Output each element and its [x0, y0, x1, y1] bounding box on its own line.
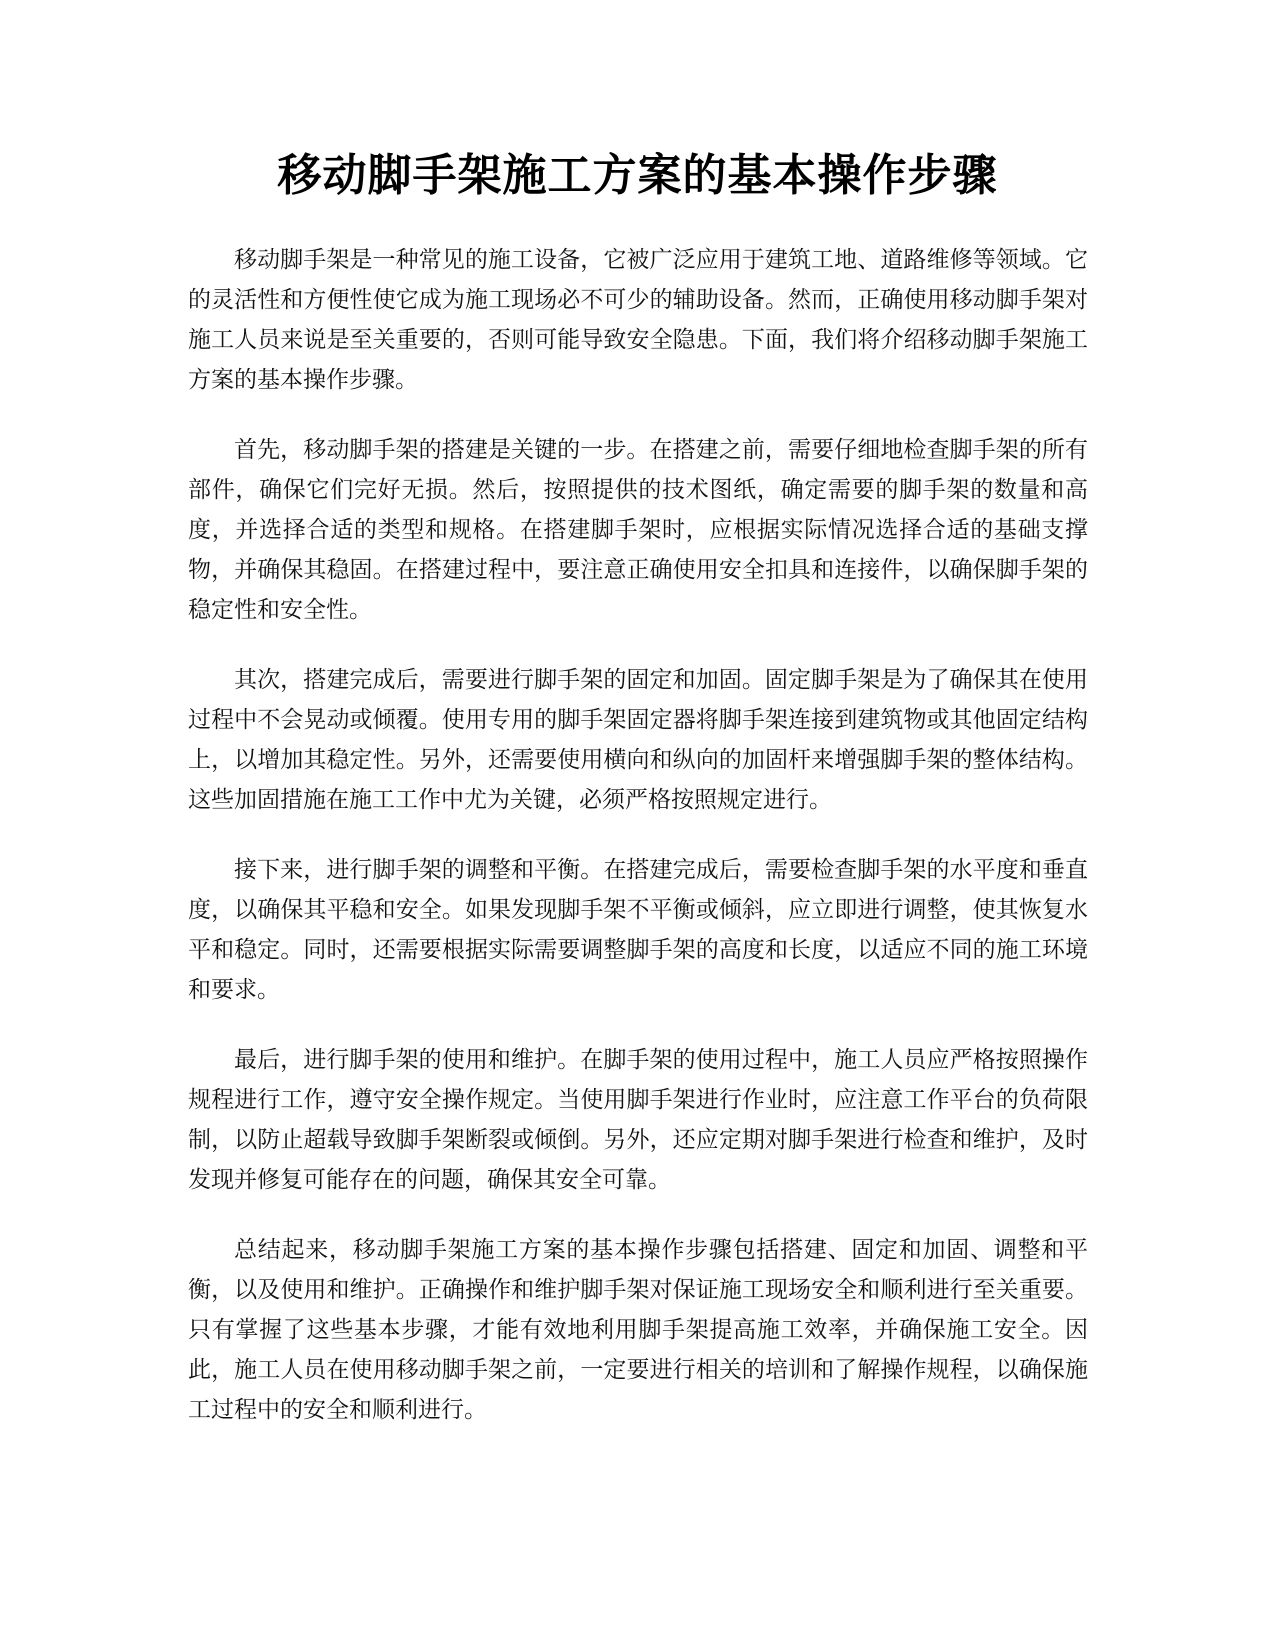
document-body [188, 240, 1088, 1460]
paragraph-setup: 首先，移动脚手架的搭建是关键的一步。在搭建之前，需要仔细地检查脚手架的所有部件，确保它们完好无损。然后，按照提供的技术图纸，确定需要的脚手架的数量和高度，并选择合适的类型和规格。在搭建脚手架时，应根据实际情况选择合适的基础支撑物，并确保其稳固。在搭建过程中，要注意正确使用安全扣具和连接件，以确保脚手架的稳定性和安全性。 [188, 437, 1088, 623]
paragraph-fixing: 其次，搭建完成后，需要进行脚手架的固定和加固。固定脚手架是为了确保其在使用过程中不会晃动或倾覆。使用专用的脚手架固定器将脚手架连接到建筑物或其他固定结构上，以增加其稳定性。另外，还需要使用横向和纵向的加固杆来增强脚手架的整体结构。这些加固措施在施工工作中尤为关键，必须严格按照规定进行。 [188, 667, 1088, 813]
paragraph-adjusting: 接下来，进行脚手架的调整和平衡。在搭建完成后，需要检查脚手架的水平度和垂直度，以确保其平稳和安全。如果发现脚手架不平衡或倾斜，应立即进行调整，使其恢复水平和稳定。同时，还需要根据实际需要调整脚手架的高度和长度，以适应不同的施工环境和要求。 [188, 857, 1088, 1003]
paragraph-maintenance: 最后，进行脚手架的使用和维护。在脚手架的使用过程中，施工人员应严格按照操作规程进行工作，遵守安全操作规定。当使用脚手架进行作业时，应注意工作平台的负荷限制，以防止超载导致脚手架断裂或倾倒。另外，还应定期对脚手架进行检查和维护，及时发现并修复可能存在的问题，确保其安全可靠。 [188, 1047, 1088, 1193]
paragraph-intro: 移动脚手架是一种常见的施工设备，它被广泛应用于建筑工地、道路维修等领域。它的灵活性和方便性使它成为施工现场必不可少的辅助设备。然而，正确使用移动脚手架对施工人员来说是至关重要的，否则可能导致安全隐患。下面，我们将介绍移动脚手架施工方案的基本操作步骤。 [188, 247, 1088, 393]
paragraph-summary: 总结起来，移动脚手架施工方案的基本操作步骤包括搭建、固定和加固、调整和平衡，以及使用和维护。正确操作和维护脚手架对保证施工现场安全和顺利进行至关重要。只有掌握了这些基本步骤，才能有效地利用脚手架提高施工效率，并确保施工安全。因此，施工人员在使用移动脚手架之前，一定要进行相关的培训和了解操作规程，以确保施工过程中的安全和顺利进行。 [188, 1237, 1088, 1423]
document-title: 移动脚手架施工方案的基本操作步骤 [277, 150, 998, 201]
